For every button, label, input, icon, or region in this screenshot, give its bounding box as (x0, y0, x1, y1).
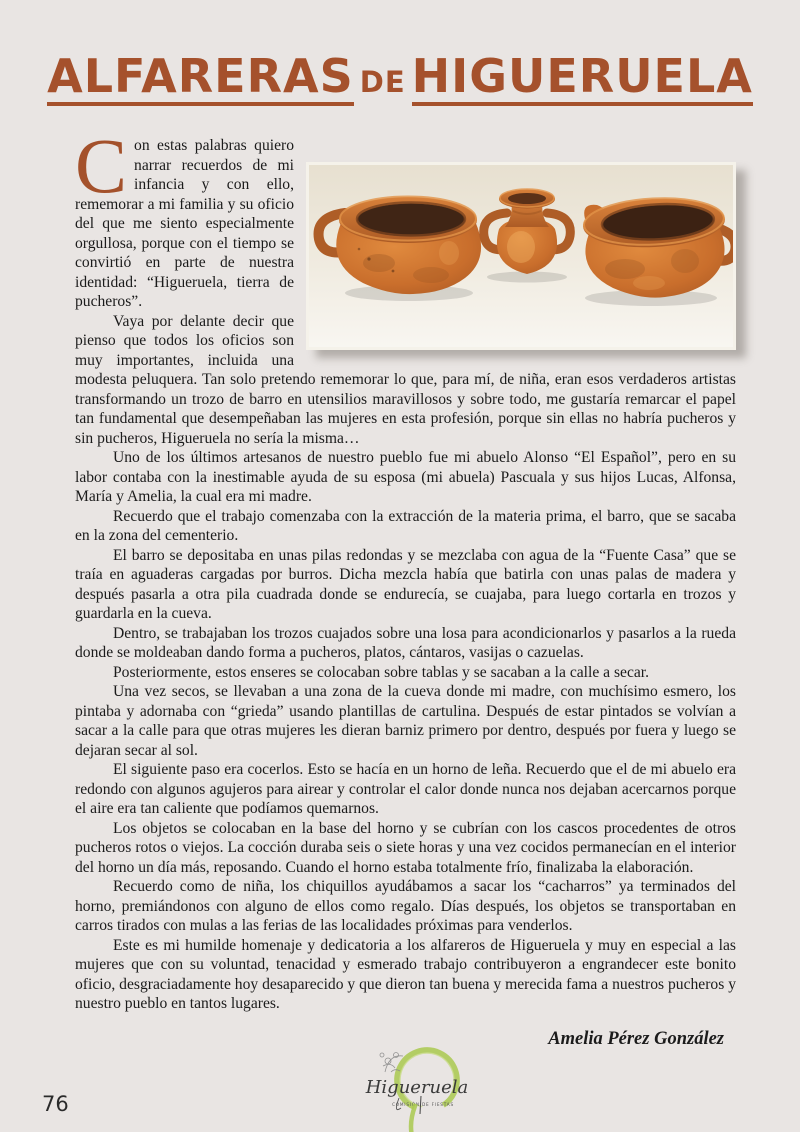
title-word-higueruela: HIGUERUELA (412, 50, 753, 106)
article-paragraph: Posteriormente, estos enseres se colocaban sobre tablas y se sacaban a la calle a secar. (113, 663, 650, 681)
article-paragraph: Uno de los últimos artesanos de nuestro pueblo fue mi abuelo Alonso “El Español”, pero en su labor contaba con la inestimable ayuda de su esposa (mi abuela) Pascuala y sus hijos Lucas, Alfonsa, María y Amelia, la cual era mi madre. (75, 449, 736, 505)
title-word-alfareras: ALFARERAS (47, 50, 354, 106)
article-body (75, 122, 736, 1049)
article-paragraph: Una vez secos, se llevaban a una zona de la cueva donde mi madre, con muchísimo esmero, los pintaba y adornaba con “grieda” usando plantillas de cartulina. Después de estar pintados se volvían a sacar a la calle para que otras mujeres les dieran barniz primero por dentro, después por fuera y luego se dejaran secar al sol. (75, 683, 736, 759)
article-paragraph: El siguiente paso era cocerlos. Esto se hacía en un horno de leña. Recuerdo que el de mi abuelo era redondo con algunos agujeros para airear y controlar el calor donde nunca nos dejaban acercarnos porque el aire era tan caliente que podíamos quemarnos. (75, 761, 736, 817)
author-signature: Amelia Pérez González (548, 1028, 724, 1049)
page-title (0, 0, 800, 108)
logo-graphic (355, 1042, 481, 1132)
higueruela-festival-logo (355, 1042, 481, 1132)
article-paragraph: Dentro, se trabajaban los trozos cuajados sobre una losa para acondicionarlos y pasarlos a la rueda donde se moldeaban dando forma a pucheros, platos, cántaros, vasijas o cazuelas. (75, 624, 736, 661)
article-paragraph: Recuerdo como de niña, los chiquillos ayudábamos a sacar los “cacharros” ya terminados del horno, premiándonos con alguno de ellos como regalo. Días después, los objetos se transportaban en carros tirados con mulas a las ferias de las localidades próximas para venderlos. (75, 878, 736, 934)
pottery-photo (306, 162, 736, 350)
article-paragraph: Los objetos se colocaban en la base del horno y se cubrían con los cascos procedentes de otros pucheros rotos o viejos. La cocción duraba seis o siete horas y una vez cocidos permanecían en el interior del horno un día más, reposando. Cuando el horno estaba totalmente frío, finalizaba la elaboración. (75, 819, 736, 876)
logo-subtext: COMISIÓN DE FIESTAS (392, 1102, 454, 1107)
drop-cap: C (75, 122, 128, 209)
article-paragraph: Vaya por delante decir que pienso que todos los oficios son muy importantes, incluida una modesta peluquera. Tan solo pretendo rememorar lo que, para mí, de niña, eran esos verdaderos artistas transformando un trozo de barro en utensilios maravillosos y sobre todo, me gustaría remarcar el papel tan fundamental que desempeñaban las mujeres en esta profesión, porque sin ellas no habría pucheros y sin pucheros, Higueruela no sería la misma… (75, 312, 736, 447)
article-paragraph: Este es mi humilde homenaje y dedicatoria a los alfareros de Higueruela y muy en especial a las mujeres que con su voluntad, tenacidad y esmerado trabajo contribuyeron a engrandecer este bonito oficio, desgraciadamente hoy desaparecido y que dieron tan buena y merecida fama a nuestros pucheros y nuestro pueblo en tantos lugares. (75, 936, 736, 1012)
article-paragraph: El barro se depositaba en unas pilas redondas y se mezclaba con agua de la “Fuente Casa” que se traía en aguaderas cargadas por burros. Dicha mezcla había que batirla con unas palas de madera y después pasarla a otra pila cuadrada donde se endurecía, se cuajaba, para luego cortarla en trozos y guardarla en la cueva. (75, 546, 736, 622)
page-number: 76 (42, 1092, 69, 1116)
paragraph-text: on estas palabras quiero narrar recuerdos de mi infancia y con ello, rememorar a mi familia y su oficio del que me siento especialmente orgullosa, porque con el tiempo se convirtió en parte de nuestra identidad: “Higueruela, tierra de pucheros”. (75, 137, 294, 310)
logo-text: Higueruela (365, 1077, 469, 1098)
article-paragraph: Recuerdo que el trabajo comenzaba con la extracción de la materia prima, el barro, que se sacaba en la zona del cementerio. (75, 507, 736, 544)
title-connector-de: DE (359, 65, 406, 99)
clay-pots-illustration (309, 165, 733, 347)
